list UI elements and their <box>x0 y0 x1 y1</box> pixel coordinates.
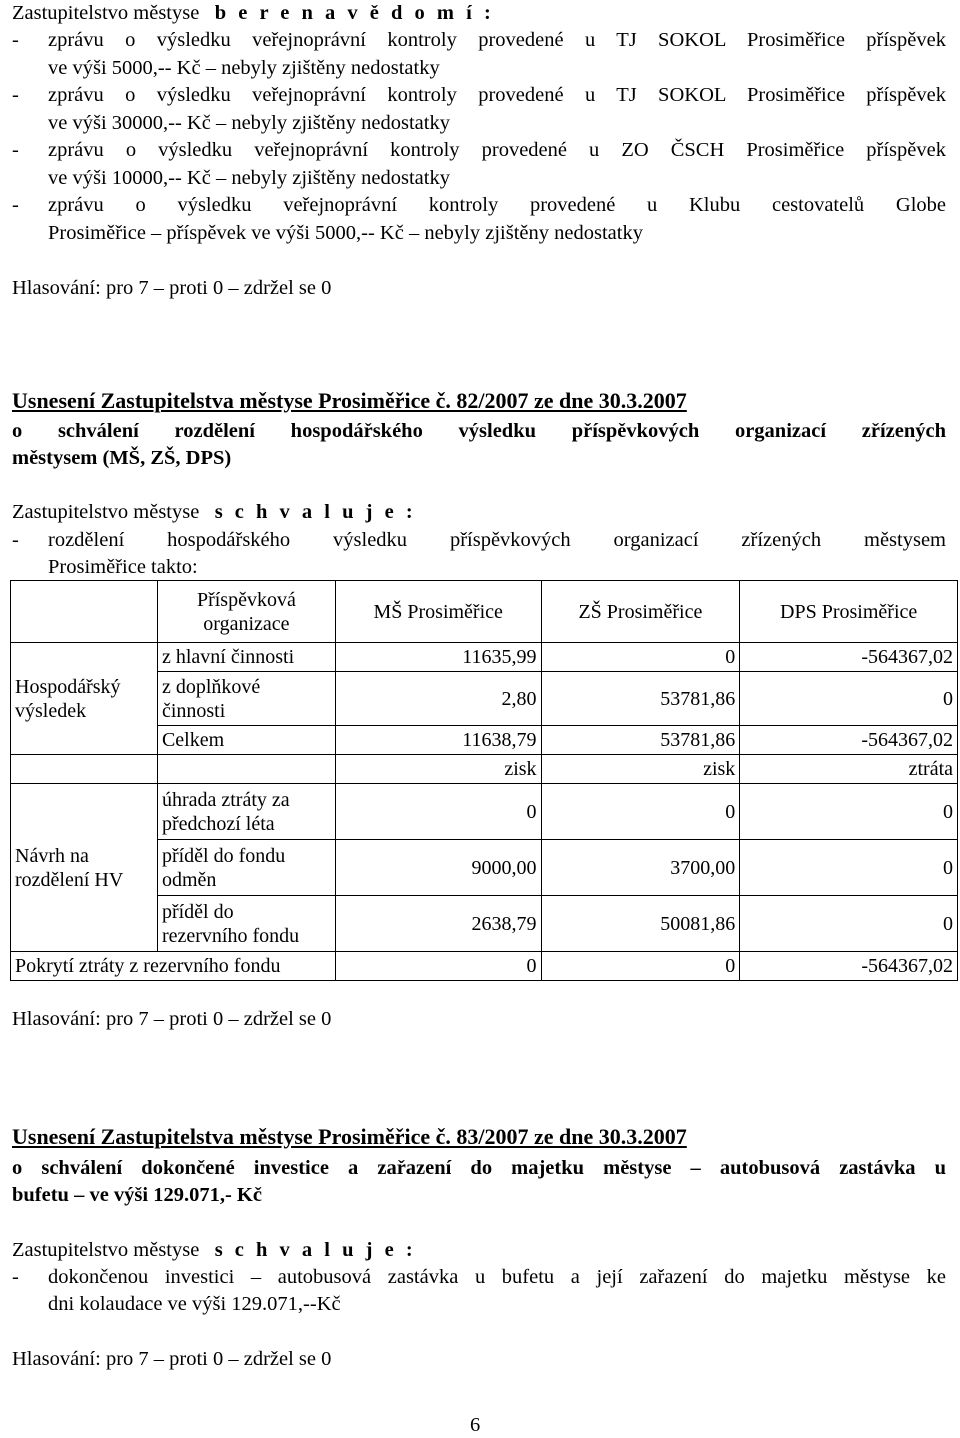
table-cell: ztráta <box>740 755 958 784</box>
table-row <box>11 952 958 981</box>
list-item-line: zprávu o výsledku veřejnoprávní kontroly provedené u TJ SOKOL Prosiměřice příspěvek <box>48 29 946 51</box>
resolution-subject-cont: městysem (MŠ, ZŠ, DPS) <box>12 447 232 469</box>
list-item-line: ve výši 5000,-- Kč – nebyly zjištěny nedostatky <box>48 57 440 79</box>
table-row <box>11 784 958 840</box>
table-row-label: úhrada ztráty za předchozí léta <box>157 784 335 840</box>
table-cell: 0 <box>740 840 958 896</box>
table-cell: 53781,86 <box>541 726 740 755</box>
list-item-line: zprávu o výsledku veřejnoprávní kontroly provedené u ZO ČSCH Prosiměřice příspěvek <box>48 139 946 161</box>
intro-action: b e r e n a v ě d o m í : <box>214 2 495 24</box>
table-row <box>11 643 958 672</box>
table-group-label: Návrh na rozdělení HV <box>11 784 158 952</box>
table-cell: 53781,86 <box>541 672 740 726</box>
table-row-label: z doplňkové činnosti <box>157 672 335 726</box>
table-cell: 0 <box>740 672 958 726</box>
resolution-subject-cont: bufetu – ve výši 129.071,- Kč <box>12 1184 262 1206</box>
list-item-line: Prosiměřice – příspěvek ve výši 5000,-- Kč – nebyly zjištěny nedostatky <box>48 222 643 244</box>
list-item-line: ve výši 30000,-- Kč – nebyly zjištěny nedostatky <box>48 112 450 134</box>
table-cell-empty <box>11 581 158 643</box>
results-table <box>10 580 958 981</box>
table-cell: zisk <box>335 755 541 784</box>
table-group-label: Hospodářský výsledek <box>11 643 158 755</box>
table-cell: 0 <box>335 784 541 840</box>
table-header-row <box>11 581 958 643</box>
list-item-line: Prosiměřice takto: <box>48 556 198 578</box>
intro-action: s c h v a l u j e : <box>214 501 417 523</box>
vote-line: Hlasování: pro 7 – proti 0 – zdržel se 0 <box>12 277 332 299</box>
table-cell: 11638,79 <box>335 726 541 755</box>
table-header-ms: MŠ Prosiměřice <box>335 581 541 643</box>
list-item-line: dokončenou investici – autobusová zastávka u bufetu a její zařazení do majetku městyse ke <box>48 1266 946 1288</box>
table-cell: 11635,99 <box>335 643 541 672</box>
table-cell: -564367,02 <box>740 643 958 672</box>
list-item-line: dni kolaudace ve výši 129.071,--Kč <box>48 1293 341 1315</box>
table-cell-empty <box>157 755 335 784</box>
resolution-heading: Usnesení Zastupitelstva městyse Prosiměřice č. 82/2007 ze dne 30.3.2007 <box>12 388 687 413</box>
table-cell: 3700,00 <box>541 840 740 896</box>
table-cell: -564367,02 <box>740 726 958 755</box>
table-cell: 0 <box>335 952 541 981</box>
intro-line-3 <box>12 1237 416 1263</box>
table-header-dps: DPS Prosiměřice <box>740 581 958 643</box>
table-row <box>11 755 958 784</box>
table-cell: 2,80 <box>335 672 541 726</box>
table-cell: 50081,86 <box>541 896 740 952</box>
table-cell: 0 <box>541 784 740 840</box>
list-item-line: rozdělení hospodářského výsledku příspěvkových organizací zřízených městysem <box>48 529 946 551</box>
table-cell: 0 <box>541 952 740 981</box>
table-cell: 0 <box>740 784 958 840</box>
table-cell: 9000,00 <box>335 840 541 896</box>
table-cell: 0 <box>740 896 958 952</box>
intro-prefix: Zastupitelstvo městyse <box>12 501 200 523</box>
intro-prefix: Zastupitelstvo městyse <box>12 2 200 24</box>
table-cell: zisk <box>541 755 740 784</box>
resolution-subject: o schválení dokončené investice a zařazení do majetku městyse – autobusová zastávka u <box>12 1157 946 1179</box>
table-row-label: Celkem <box>157 726 335 755</box>
page-number: 6 <box>470 1414 481 1436</box>
table-cell: 2638,79 <box>335 896 541 952</box>
table-header-zs: ZŠ Prosiměřice <box>541 581 740 643</box>
vote-line: Hlasování: pro 7 – proti 0 – zdržel se 0 <box>12 1348 332 1370</box>
intro-action: s c h v a l u j e : <box>214 1239 417 1261</box>
intro-line-2 <box>12 499 416 525</box>
table-cell-empty <box>11 755 158 784</box>
vote-line: Hlasování: pro 7 – proti 0 – zdržel se 0 <box>12 1008 332 1030</box>
list-item-line: zprávu o výsledku veřejnoprávní kontroly provedené u Klubu cestovatelů Globe <box>48 194 946 216</box>
table-row-label: Pokrytí ztráty z rezervního fondu <box>11 952 336 981</box>
table-header-org: Příspěvková organizace <box>157 581 335 643</box>
resolution-heading: Usnesení Zastupitelstva městyse Prosiměřice č. 83/2007 ze dne 30.3.2007 <box>12 1124 687 1149</box>
list-item-line: ve výši 10000,-- Kč – nebyly zjištěny nedostatky <box>48 167 450 189</box>
table-cell: 0 <box>541 643 740 672</box>
list-item-line: zprávu o výsledku veřejnoprávní kontroly provedené u TJ SOKOL Prosiměřice příspěvek <box>48 84 946 106</box>
table-cell: -564367,02 <box>740 952 958 981</box>
table-row-label: příděl do fondu odměn <box>157 840 335 896</box>
table-row-label: z hlavní činnosti <box>157 643 335 672</box>
intro-prefix: Zastupitelstvo městyse <box>12 1239 200 1261</box>
resolution-subject: o schválení rozdělení hospodářského výsledku příspěvkových organizací zřízených <box>12 420 946 442</box>
intro-line-1 <box>12 0 494 26</box>
table-row-label: příděl do rezervního fondu <box>157 896 335 952</box>
